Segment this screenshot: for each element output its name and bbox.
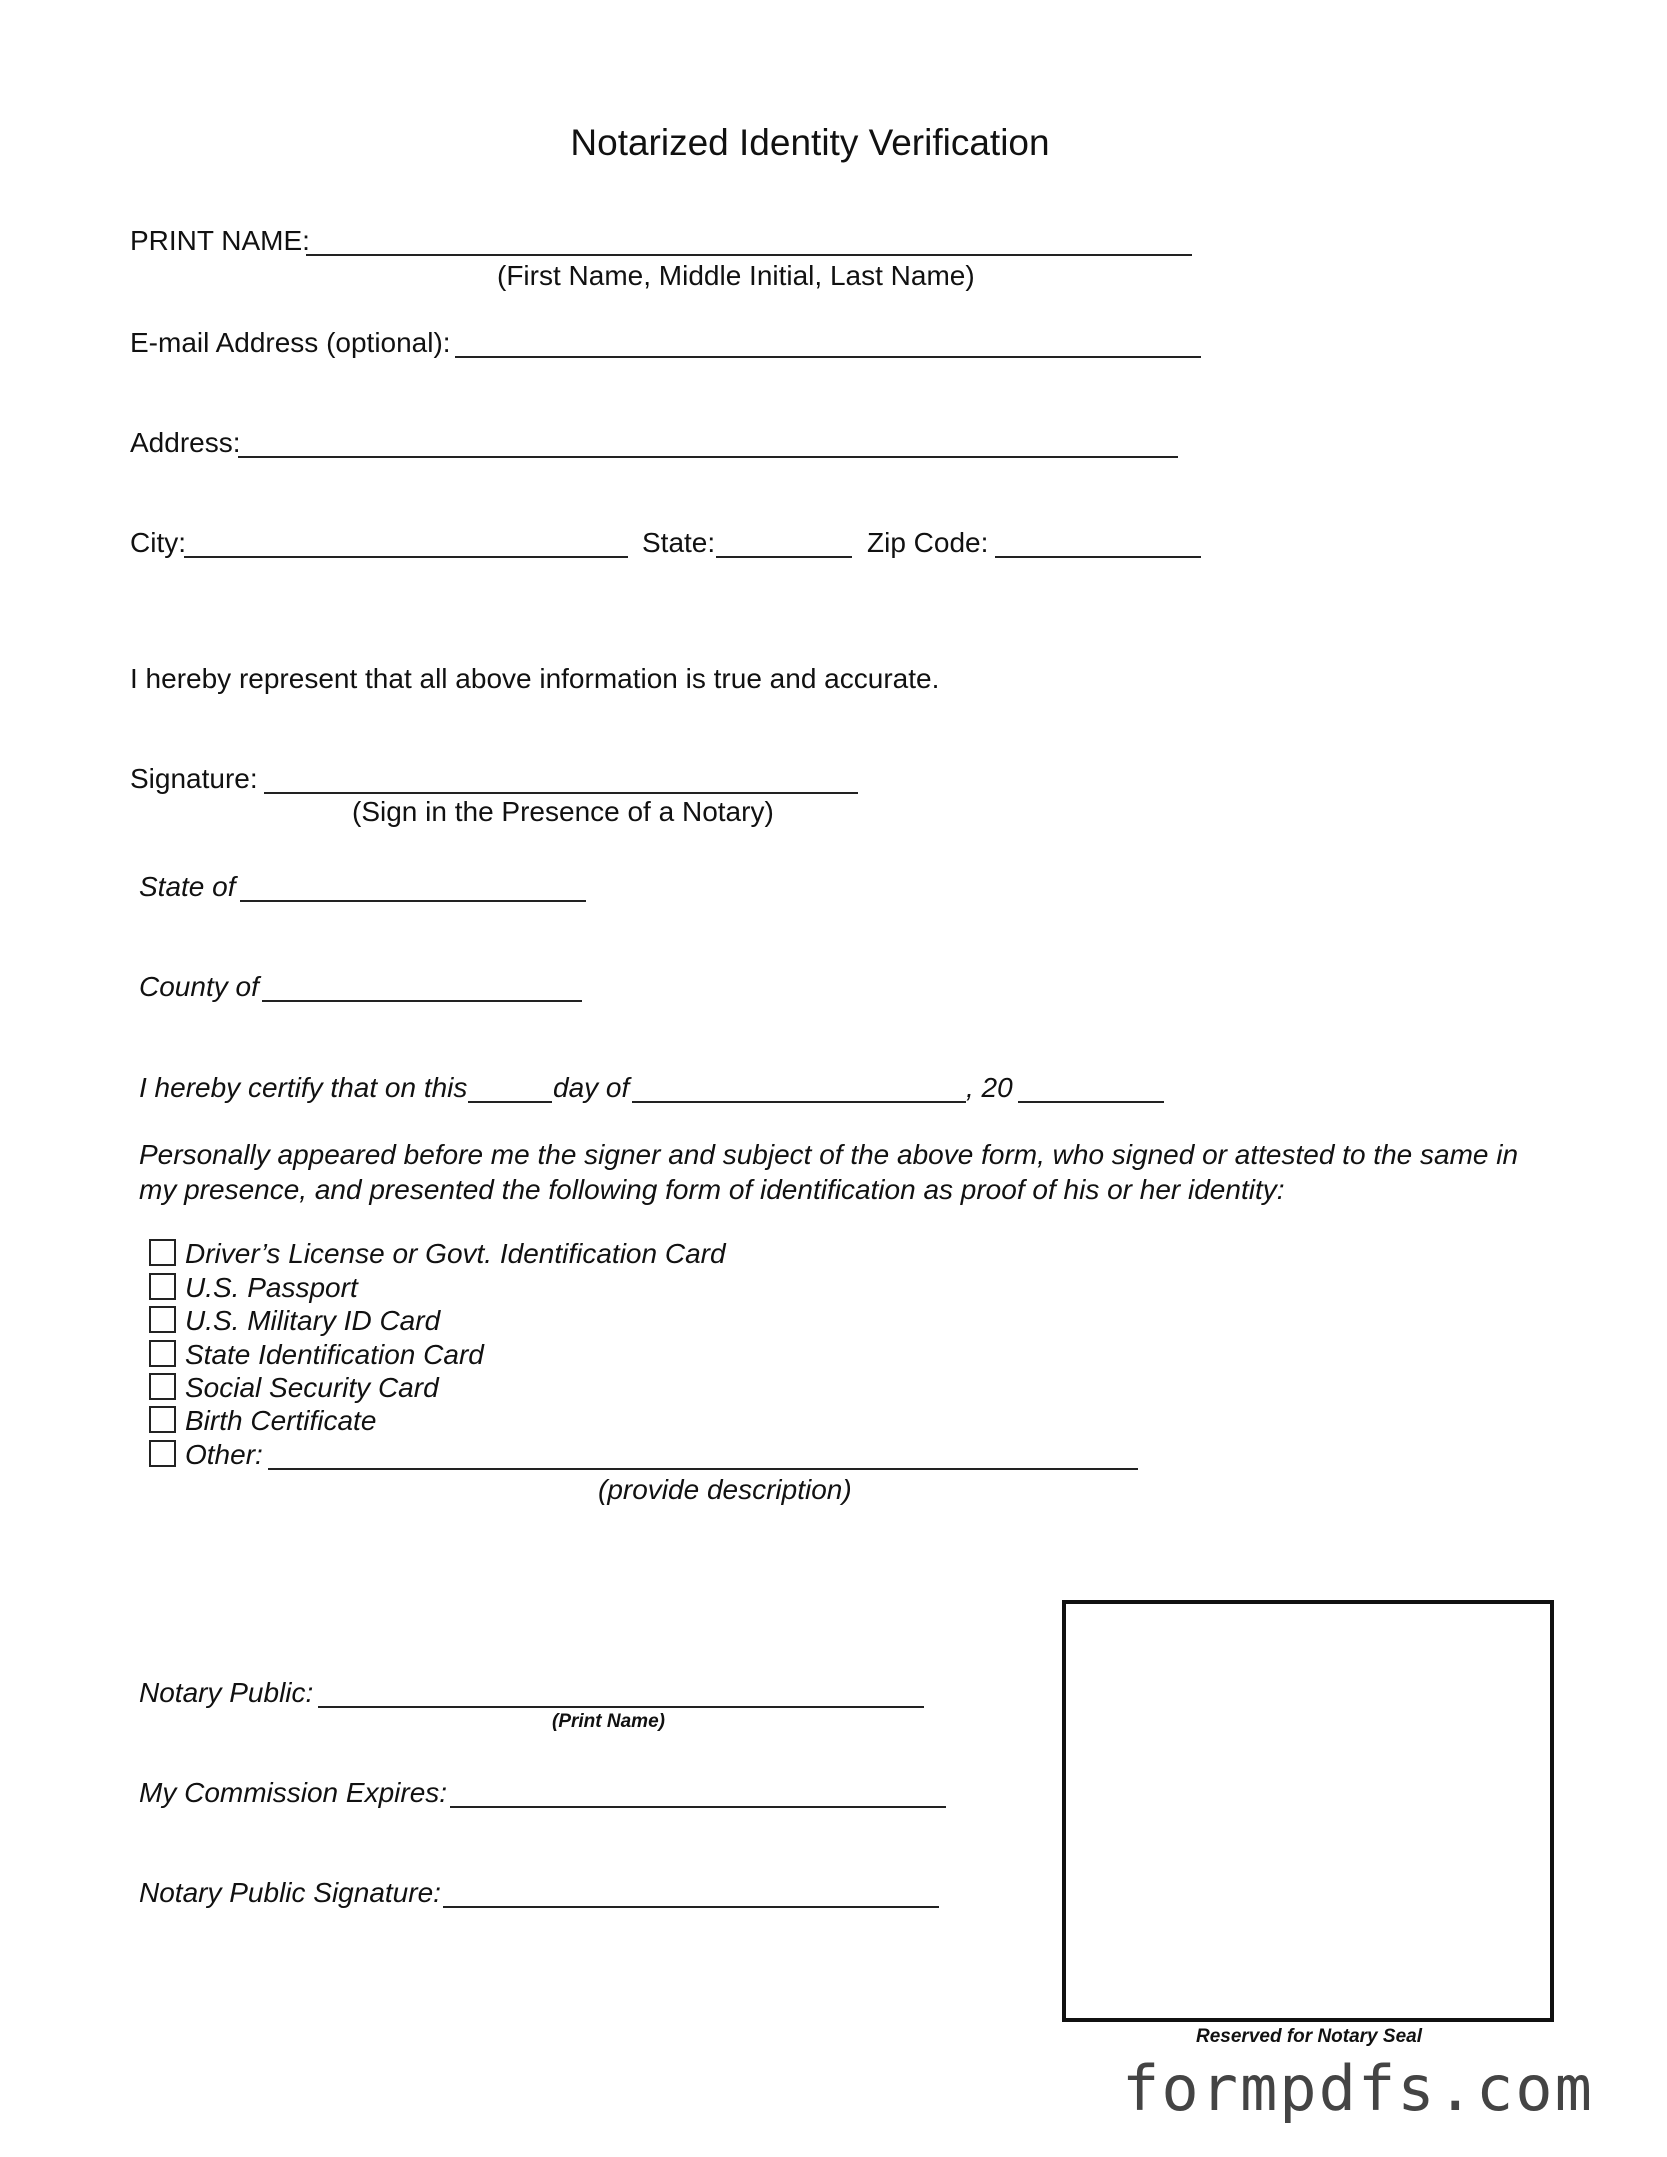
county-of-field[interactable] (262, 1000, 582, 1002)
print-name-field[interactable] (306, 254, 1192, 256)
signature-field[interactable] (264, 792, 858, 794)
accuracy-statement: I hereby represent that all above information is true and accurate. (130, 663, 940, 694)
id-option-label: Driver’s License or Govt. Identification Card (185, 1238, 726, 1269)
certify-prefix: I hereby certify that on this (139, 1072, 468, 1103)
page-title: Notarized Identity Verification (570, 122, 1050, 163)
watermark-text: formpdfs.com (1122, 2052, 1594, 2125)
id-option-checkbox[interactable] (149, 1373, 176, 1400)
appearance-paragraph: Personally appeared before me the signer and subject of the above form, who signed or attested to the same in my presence, and presented the following form of identification as proof of his or her identity: (139, 1139, 1519, 1205)
commission-expires-label: My Commission Expires: (139, 1777, 448, 1808)
city-field[interactable] (184, 556, 628, 558)
notary-signature-field[interactable] (443, 1906, 939, 1908)
id-option-checkbox[interactable] (149, 1239, 176, 1266)
signature-hint: (Sign in the Presence of a Notary) (352, 796, 774, 827)
id-option-checkbox[interactable] (149, 1406, 176, 1433)
certify-month-field[interactable] (632, 1101, 966, 1103)
certify-year-field[interactable] (1018, 1101, 1164, 1103)
email-label: E-mail Address (optional): (130, 327, 451, 358)
other-hint: (provide description) (598, 1474, 852, 1505)
zip-label: Zip Code: (867, 527, 989, 558)
state-label: State: (642, 527, 716, 558)
id-option-label: U.S. Military ID Card (185, 1305, 441, 1336)
certify-day-field[interactable] (468, 1101, 552, 1103)
print-name-hint: (First Name, Middle Initial, Last Name) (497, 260, 975, 291)
id-option-label: State Identification Card (185, 1339, 484, 1370)
certify-year-prefix: , 20 (966, 1072, 1013, 1103)
id-option-checkbox[interactable] (149, 1440, 176, 1467)
id-option-checkbox[interactable] (149, 1273, 176, 1300)
state-of-field[interactable] (240, 900, 586, 902)
id-option-label: Other: (185, 1439, 263, 1470)
address-field[interactable] (238, 456, 1178, 458)
certify-day-of: day of (553, 1072, 630, 1103)
county-of-label: County of (139, 971, 259, 1002)
seal-caption: Reserved for Notary Seal (1196, 2026, 1422, 2047)
notary-public-field[interactable] (318, 1706, 924, 1708)
id-option-checkbox[interactable] (149, 1306, 176, 1333)
address-label: Address: (130, 427, 241, 458)
id-option-checkbox[interactable] (149, 1340, 176, 1367)
city-label: City: (130, 527, 186, 558)
id-option-label: Social Security Card (185, 1372, 439, 1403)
notary-print-name-hint: (Print Name) (552, 1711, 665, 1732)
state-of-label: State of (139, 871, 236, 902)
notary-seal-box (1062, 1600, 1554, 2022)
email-field[interactable] (455, 356, 1201, 358)
commission-expires-field[interactable] (450, 1806, 946, 1808)
signature-label: Signature: (130, 763, 258, 794)
zip-field[interactable] (995, 556, 1201, 558)
id-option-label: U.S. Passport (185, 1272, 358, 1303)
other-description-field[interactable] (268, 1468, 1138, 1470)
state-field[interactable] (716, 556, 852, 558)
print-name-label: PRINT NAME: (130, 225, 310, 256)
id-option-label: Birth Certificate (185, 1405, 377, 1436)
notary-public-label: Notary Public: (139, 1677, 314, 1708)
notary-signature-label: Notary Public Signature: (139, 1877, 441, 1908)
